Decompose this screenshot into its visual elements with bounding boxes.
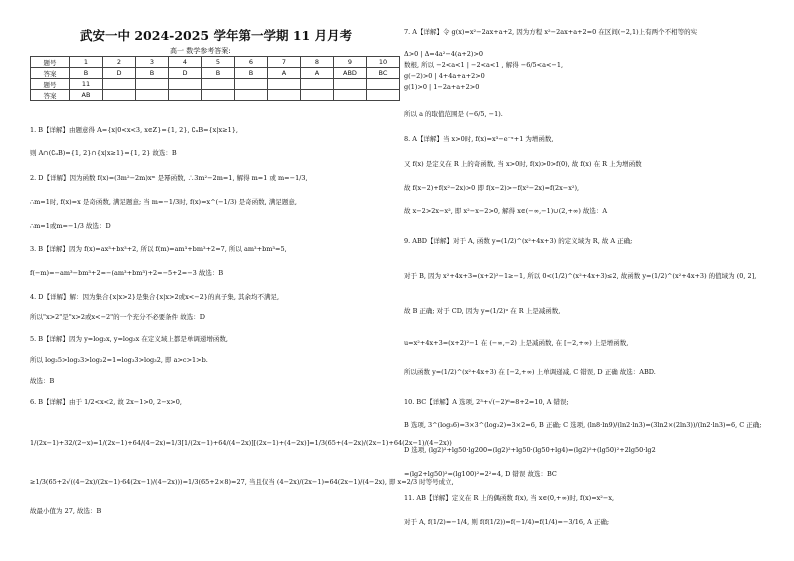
answer-cell: BC	[367, 68, 400, 79]
solution-line: 10. BC【详解】A 选项, 2³+√(−2)⁶=8+2=10, A 错误;	[404, 398, 569, 406]
answer-cell: B	[136, 68, 169, 79]
solution-line: 所以函数 y=(1/2)^(x²+4x+3) 在 [−2,+∞) 上单调递减, C 错误, D 正确 故选：ABD.	[404, 368, 656, 376]
solution-line: 故最小值为 27, 故选：B	[30, 507, 102, 515]
solution-line: B 选项, 3^(log₃6)=3×3^(log₃2)=3×2=6, B 正确; C 选项, (ln8·ln9)/(ln2·ln3)=(3ln2×(2ln3))/(ln2·ln3)=6, C 正确;	[404, 421, 762, 429]
solution-line: 2. D【详解】因为函数 f(x)=(3m²−2m)xᵐ 是幂函数, ∴3m²−2m=1, 解得 m=1 或 m=−1/3,	[30, 174, 308, 182]
answer-cell	[169, 90, 202, 101]
answer-cell: B	[70, 68, 103, 79]
solution-line: 1. B【详解】由题意得 A={x|0<x<3, x∈Z}={1, 2}, ∁ᵤB={x|x≥1},	[30, 126, 238, 134]
num-cell: 3	[136, 57, 169, 68]
solution-line: 4. D【详解】解：因为集合{x|x>2}是集合{x|x>2或x<−2}的真子集, 其余均不满足,	[30, 293, 280, 301]
solution-line: 对于 B, 因为 x²+4x+3=(x+2)²−1≥−1, 所以 0<(1/2)^(x²+4x+3)≤2, 故函数 y=(1/2)^(x²+4x+3) 的值域为 (0, 2],	[404, 272, 757, 280]
num-cell: 11	[70, 79, 103, 90]
solution-line: 对于 A, f(1/2)=−1/4, 则 f(f(1/2))=f(−1/4)=f(1/4)=−3/16, A 正确;	[404, 518, 610, 526]
answer-cell	[202, 90, 235, 101]
num-cell: 2	[103, 57, 136, 68]
header-cell: 题号	[31, 57, 70, 68]
right-column	[404, 0, 784, 561]
exam-title: 武安一中 2024-2025 学年第一学期 11 月月考	[80, 28, 353, 43]
solution-line: D 选项, (lg2)²+lg50·lg200=(lg2)²+lg50·(lg50+lg4)=(lg2)²+(lg50)²+2lg50·lg2	[404, 446, 656, 454]
num-cell	[136, 79, 169, 90]
answer-cell	[268, 90, 301, 101]
solution-line: ∴m=1时, f(x)=x 是奇函数, 满足题意; 当 m=−1/3时, f(x)=x^(−1/3) 是奇函数, 满足题意,	[30, 198, 297, 206]
solution-line: 所以 log₂5>log₂3>log₂2=1=log₃3>log₃2, 即 a>c>1>b.	[30, 356, 208, 364]
solution-line: 数根, 所以 −2<a<1 | −2<a<1 , 解得 −6/5<a<−1,	[404, 61, 564, 69]
solution-line: 1/(2x−1)+32/(2−x)=1/(2x−1)+64/(4−2x)=1/3[1/(2x−1)+64/(4−2x)][(2x−1)+(4−2x)]=1/3(65+(4−2x)/(2x−1)+64(2x−1)/(4−2x))	[30, 439, 452, 447]
answer-cell	[103, 90, 136, 101]
solution-line: ≥1/3(65+2√((4−2x)/(2x−1)·64(2x−1)/(4−2x)))=1/3(65+2×8)=27, 当且仅当 (4−2x)/(2x−1)=64(2x−1)/(4−2x), 即 x=2/3 时等号成立,	[30, 478, 454, 486]
num-cell: 7	[268, 57, 301, 68]
solution-line: 所以 a 的取值范围是 (−6/5, −1).	[404, 110, 503, 118]
answer-cell: D	[103, 68, 136, 79]
answer-table	[30, 56, 400, 101]
num-cell	[103, 79, 136, 90]
num-cell	[202, 79, 235, 90]
answer-cell: ABD	[334, 68, 367, 79]
answer-cell: B	[235, 68, 268, 79]
solution-line: 7. A【详解】令 g(x)=x²−2ax+a+2, 因为方程 x²−2ax+a+2=0 在区间(−2,1)上有两个不相等的实	[404, 28, 698, 36]
header-cell: 答案	[31, 68, 70, 79]
num-cell	[169, 79, 202, 90]
num-cell: 8	[301, 57, 334, 68]
solution-line: ∴m=1或m=−1/3 故选：D	[30, 222, 111, 230]
solution-line: 故 x−2>2x−x², 即 x²−x−2>0, 解得 x∈(−∞,−1)∪(2,+∞) 故选：A	[404, 207, 608, 215]
answer-cell: A	[268, 68, 301, 79]
solution-line: 故选：B	[30, 377, 55, 385]
answer-cell: AB	[70, 90, 103, 101]
solution-line: 5. B【详解】因为 y=log₂x, y=log₃x 在定义域上都是单调递增函数,	[30, 335, 228, 343]
num-cell	[268, 79, 301, 90]
solution-line: 3. B【详解】因为 f(x)=ax³+bx³+2, 所以 f(m)=am³+bm³+2=7, 所以 am³+bm³=5,	[30, 245, 287, 253]
solution-line: f(−m)=−am³−bm³+2=−(am³+bm³)+2=−5+2=−3 故选：B	[30, 269, 224, 277]
header-cell: 题号	[31, 79, 70, 90]
solution-line: g(1)>0 | 1−2a+a+2>0	[404, 83, 480, 91]
solution-line: 所以"x>2"是"x>2或x<−2"的一个充分不必要条件 故选：D	[30, 313, 205, 321]
table-row	[31, 79, 400, 90]
num-cell	[235, 79, 268, 90]
answer-cell	[334, 90, 367, 101]
solution-line: 则 A∩(∁ᵤB)={1, 2}∩{x|x≥1}={1, 2} 故选：B	[30, 149, 177, 157]
solution-line: 9. ABD【详解】对于 A, 函数 y=(1/2)^(x²+4x+3) 的定义域为 R, 故 A 正确;	[404, 237, 633, 245]
answer-cell	[301, 90, 334, 101]
solution-line: 故 f(x−2)+f(x²−2x)>0 即 f(x−2)>−f(x²−2x)=f(2x−x²),	[404, 184, 580, 192]
solution-line: 又 f(x) 是定义在 R 上的奇函数, 当 x>0时, f(x)>0>f(0), 故 f(x) 在 R 上为增函数	[404, 160, 642, 168]
answer-cell	[136, 90, 169, 101]
solution-line: 故 B 正确; 对于 CD, 因为 y=(1/2)ᵘ 在 R 上是减函数,	[404, 307, 561, 315]
solution-line: 8. A【详解】当 x>0时, f(x)=x³−e⁻ˣ+1 为增函数,	[404, 135, 554, 143]
answer-cell: A	[301, 68, 334, 79]
table-row	[31, 57, 400, 68]
num-cell: 10	[367, 57, 400, 68]
num-cell: 6	[235, 57, 268, 68]
solution-line: g(−2)>0 | 4+4a+a+2>0	[404, 72, 485, 80]
answer-subtitle: 高一 数学参考答案:	[170, 47, 231, 55]
answer-cell: B	[202, 68, 235, 79]
num-cell	[367, 79, 400, 90]
num-cell: 9	[334, 57, 367, 68]
num-cell	[334, 79, 367, 90]
table-row	[31, 90, 400, 101]
solution-line: Δ>0 | Δ=4a²−4(a+2)>0	[404, 50, 484, 58]
answer-cell	[235, 90, 268, 101]
num-cell: 5	[202, 57, 235, 68]
header-cell: 答案	[31, 90, 70, 101]
num-cell: 4	[169, 57, 202, 68]
solution-line: u=x²+4x+3=(x+2)²−1 在 (−∞,−2) 上是减函数, 在 [−2,+∞) 上是增函数,	[404, 339, 629, 347]
num-cell: 1	[70, 57, 103, 68]
num-cell	[301, 79, 334, 90]
answer-cell: D	[169, 68, 202, 79]
table-row	[31, 68, 400, 79]
solution-line: 11. AB【详解】定义在 R 上的偶函数 f(x), 当 x∈(0,+∞)时, f(x)=x²−x,	[404, 494, 615, 502]
solution-line: 6. B【详解】由于 1/2<x<2, 故 2x−1>0, 2−x>0,	[30, 398, 182, 406]
solution-line: =(lg2+lg50)²=(lg100)²=2²=4, D 错误 故选：BC	[404, 470, 557, 478]
answer-cell	[367, 90, 400, 101]
